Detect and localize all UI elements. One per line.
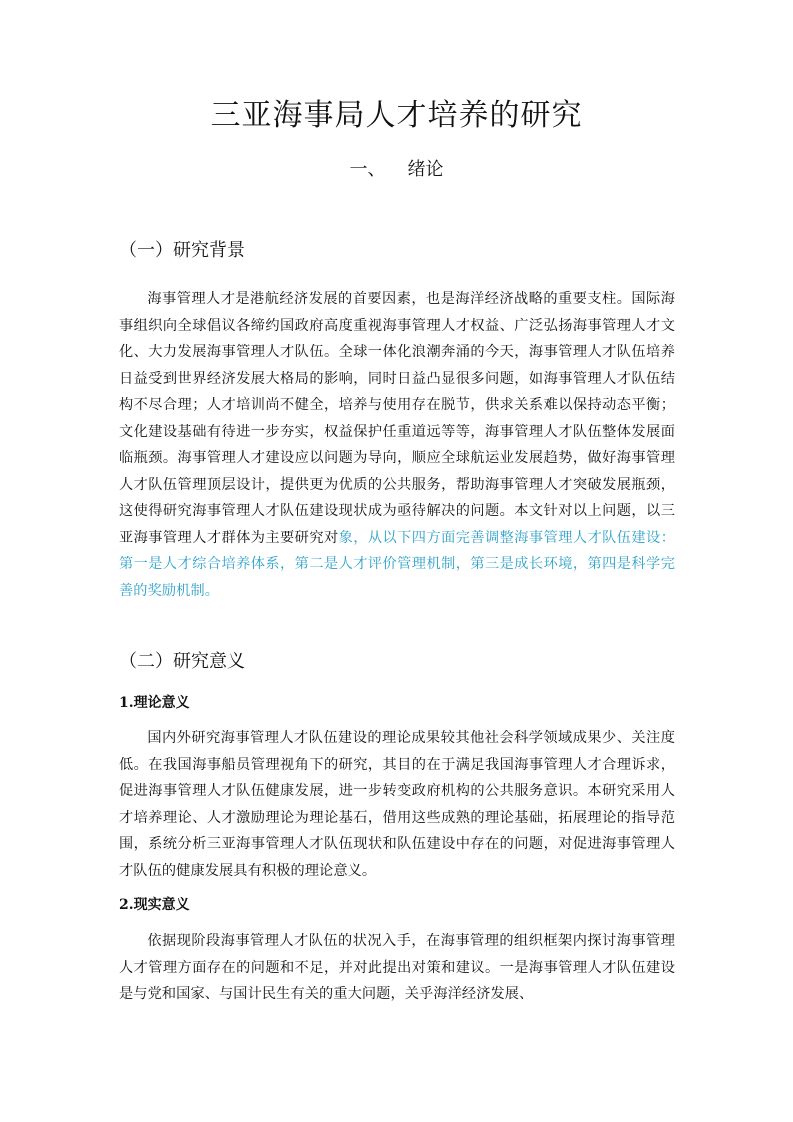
background-paragraph-highlight: 象，从以下四方面完善调整海事管理人才队伍建设：第一是人才综合培养体系，第二是人才评价管理机制，第三是成长环境，第四是科学完善的奖励机制。 [119, 529, 675, 599]
section-heading-background: （一）研究背景 [119, 240, 245, 261]
document-title: 三亚海事局人才培养的研究 [210, 98, 583, 133]
theory-paragraph: 国内外研究海事管理人才队伍建设的理论成果较其他社会科学领域成果少、关注度低。在我国海事船员管理视角下的研究，其目的在于满足我国海事管理人才合理诉求，促进海事管理人才队伍健康发展，进一步转变政府机构的公共服务意识。本研究采用人才培养理论、人才激励理论为理论基石，借用这些成熟的理论基础，拓展理论的指导范围，系统分析三亚海事管理人才队伍现状和队伍建设中存在的问题，对促进海事管理人才队伍的健康发展具有积极的理论意义。 [119, 730, 675, 879]
subsection-heading-theory: 1.理论意义 [119, 695, 190, 711]
chapter-number: 一、 [349, 159, 386, 180]
background-paragraph [119, 286, 675, 604]
practice-paragraph: 依据现阶段海事管理人才队伍的状况入手，在海事管理的组织框架内探讨海事管理人才管理方面存在的问题和不足，并对此提出对策和建议。一是海事管理人才队伍建设是与党和国家、与国计民生有关的重大问题，关乎海洋经济发展、 [119, 933, 675, 1002]
section-heading-significance: （二）研究意义 [119, 651, 245, 672]
chapter-title: 绪论 [407, 159, 444, 180]
chapter-heading [0, 155, 793, 185]
background-paragraph-text: 海事管理人才是港航经济发展的首要因素，也是海洋经济战略的重要支柱。国际海事组织向全球倡议各缔约国政府高度重视海事管理人才权益、广泛弘扬海事管理人才文化、大力发展海事管理人才队伍。全球一体化浪潮奔涌的今天，海事管理人才队伍培养日益受到世界经济发展大格局的影响，同时日益凸显很多问题，如海事管理人才队伍结构不尽合理；人才培训尚不健全，培养与使用存在脱节，供求关系难以保持动态平衡；文化建设基础有待进一步夯实，权益保护任重道远等等，海事管理人才队伍整体发展面临瓶颈。海事管理人才建设应以问题为导向，顺应全球航运业发展趋势，做好海事管理人才队伍管理顶层设计，提供更为优质的公共服务，帮助海事管理人才突破发展瓶颈，这使得研究海事管理人才队伍建设现状成为亟待解决的问题。本文针对以上问题，以三亚海事管理人才群体为主要研究对 [119, 291, 675, 546]
subsection-heading-practice: 2.现实意义 [119, 897, 190, 913]
